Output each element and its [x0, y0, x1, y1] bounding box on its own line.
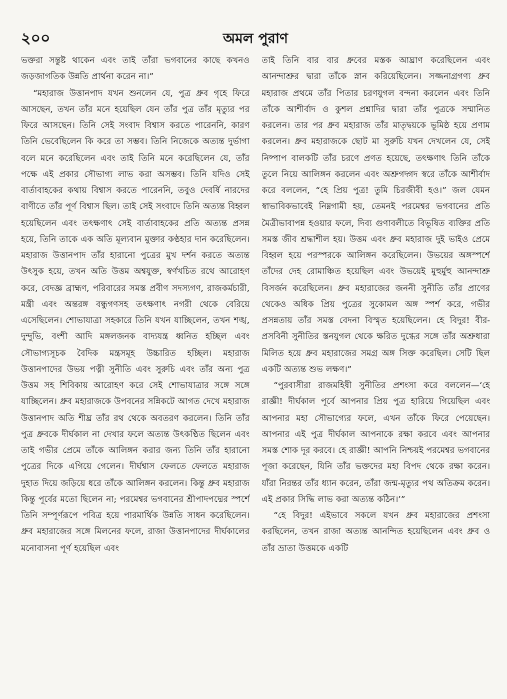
running-title: অমল পুরাণ: [223, 31, 288, 47]
page-number: ২০০: [21, 29, 51, 47]
right-column: [262, 53, 491, 693]
paragraph: “মহারাজ উত্তানপাদ যখন শুনলেন যে, পুত্র ধ্রুব গৃহে ফিরে আসছেন, তখন তাঁর মনে হয়েছিল যেন তাঁর পুত্র তাঁর মৃত্যুর পর ফিরে আসছেন। তিনি সেই সংবাদ বিশ্বাস করতে পারেননি, কারণ তিনি ভেবেছিলেন কি করে তা সম্ভব। তিনি নিজেকে অত্যন্ত দুর্ভাগা বলে মনে করেছিলেন এবং তাই তিনি মনে করেছিলেন যে, তাঁর পক্ষে এই প্রকার সৌভাগ্য লাভ করা অসম্ভব। তিনি যদিও সেই বার্তাবাহকের কথায় বিশ্বাস করতে পারেননি, তবুও দেবর্ষি নারদের বাণীতে তাঁর পূর্ণ বিশ্বাস ছিল। তাই সেই সংবাদে তিনি অত্যন্ত বিহ্বল হয়েছিলেন এবং তৎক্ষণাৎ সেই বার্তাবাহকের প্রতি অত্যন্ত প্রসন্ন হয়ে, তিনি তাকে এক অতি মূল্যবান মুক্তার কণ্ঠহার দান করেছিলেন। মহারাজ উত্তানপাদ তাঁর হারানো পুত্রের মুখ দর্শন করতে অত্যন্ত উৎসুক হয়ে, তখন অতি উত্তম অশ্বযুক্ত, স্বর্ণখচিত রথে আরোহণ করে, বেদজ্ঞ ব্রাহ্মণ, পরিবারের সমস্ত প্রবীণ সদস্যগণ, রাজকর্মচারী, মন্ত্রী এবং অন্তরঙ্গ বন্ধুগণসহ তৎক্ষণাৎ নগরী থেকে বেরিয়ে এসেছিলেন। শোভাযাত্রা সহকারে তিনি যখন যাচ্ছিলেন, তখন শঙ্খ, দুন্দুভি, বংশী আদি মঙ্গলজনক বাদ্যযন্ত্র ধ্বনিত হচ্ছিল এবং সৌভাগ্যসূচক বৈদিক মন্ত্রসমূহ উচ্চারিত হচ্ছিল। মহারাজ উত্তানপাদের উভয় পত্নী সুনীতি এবং সুরুচি এবং তাঁর অন্য পুত্র উত্তম সহ শিবিকায় আরোহণ করে সেই শোভাযাত্রার সঙ্গে সঙ্গে যাচ্ছিলেন। ধ্রুব মহারাজকে উপবনের সন্নিকটে আগত দেখে মহারাজ উত্তানপাদ অতি শীঘ্র তাঁর রথ থেকে অবতরণ করলেন। তিনি তাঁর পুত্র ধ্রুবকে দীর্ঘকাল না দেখার ফলে অত্যন্ত উৎকণ্ঠিত ছিলেন এবং তাই গভীর প্রেমে তাঁকে আলিঙ্গন করার জন্য তিনি তাঁর হারানো পুত্রের দিকে এগিয়ে গেলেন। দীর্ঘশ্বাস ফেলতে ফেলতে মহারাজ দুহাত দিয়ে জড়িয়ে ধরে তাঁকে আলিঙ্গন করলেন। কিন্তু ধ্রুব মহারাজ কিন্তু পূর্বের মতো ছিলেন না; পরমেশ্বর ভগবানের শ্রীপাদপদ্মের স্পর্শে তিনি সম্পূর্ণরূপে পবিত্র হয়ে পারমার্থিক উন্নতি সাধন করেছিলেন। ধ্রুব মহারাজের সঙ্গে মিলনের ফলে, রাজা উত্তানপাদের দীর্ঘকালের মনোবাসনা পূর্ণ হয়েছিল এবং: [21, 88, 250, 554]
page-header: [21, 27, 490, 45]
paragraph: “হে বিদুর! এইভাবে সকলে যখন ধ্রুব মহারাজের প্রশংসা করছিলেন, তখন রাজা অত্যন্ত আনন্দিত হয়েছিলেন এবং ধ্রুব ও তাঁর ভ্রাতা উত্তমকে একটি: [261, 511, 490, 554]
paragraph: ভক্তরা সন্তুষ্ট থাকেন এবং তাই তাঁরা ভগবানের কাছে কখনও জড়জাগতিক উন্নতি প্রার্থনা করেন না।”: [21, 56, 250, 83]
text-columns: [21, 53, 490, 693]
paragraph: “পুরবাসীরা রাজমহিষী সুনীতির প্রশংসা করে বললেন—‘হে রাজ্ঞী! দীর্ঘকাল পূর্বে আপনার প্রিয় পুত্র হারিয়ে গিয়েছিল এবং আপনার মহা সৌভাগ্যের ফলে, এখন তাঁকে ফিরে পেয়েছেন। আপনার এই পুত্র দীর্ঘকাল আপনাকে রক্ষা করবে এবং আপনার সমস্ত শোক দূর করবে। হে রাজ্ঞী! আপনি নিশ্চয়ই পরমেশ্বর ভগবানের পূজা করেছেন, যিনি তাঁর ভক্তদের মহা বিপদ থেকে রক্ষা করেন। যাঁরা নিরন্তর তাঁর ধ্যান করেন, তাঁরা জন্ম-মৃত্যুর পথ অতিক্রম করেন। এই প্রকার সিদ্ধি লাভ করা অত্যন্ত কঠিন।’”: [261, 381, 490, 505]
left-column: [21, 53, 250, 693]
paragraph: তাই তিনি বার বার ধ্রুবের মস্তক আঘ্রাণ করেছিলেন এবং আনন্দাশ্রুর দ্বারা তাঁকে স্নান করিয়েছিলেন। সজ্জনাগ্রগণ্য ধ্রুব মহারাজ প্রথমে তাঁর পিতার চরণযুগল বন্দনা করলেন এবং তিনি তাঁকে আশীর্বাদ ও কুশল প্রশ্নাদির দ্বারা তাঁর পুত্রকে সম্মানিত করলেন। তার পর ধ্রুব মহারাজ তাঁর মাতৃদ্বয়কে ভূমিষ্ঠ হয়ে প্রণাম করলেন। ধ্রুব মহারাজকে ছোট মা সুরুচি যখন দেখলেন যে, সেই নিষ্পাপ বালকটি তাঁর চরণে প্রণত হয়েছে, তৎক্ষণাৎ তিনি তাঁকে তুলে নিয়ে আলিঙ্গন করলেন এবং অশ্রুগদ্গদ স্বরে তাঁকে আশীর্বাদ করে বললেন, “হে প্রিয় পুত্র! তুমি চিরজীবী হও।” জল যেমন স্বাভাবিকভাবেই নিম্নগামী হয়, তেমনই পরমেশ্বর ভগবানের প্রতি মৈত্রীভাবাপন্ন হওয়ার ফলে, দিব্য গুণাবলীতে বিভূষিত ব্যক্তির প্রতি সমস্ত জীব শ্রদ্ধাশীল হয়। উত্তম এবং ধ্রুব মহারাজ দুই ভাইও প্রেমে বিহ্বল হয়ে পরস্পরকে আলিঙ্গন করেছিলেন। উভয়ের অঙ্গস্পর্শে তাঁদের দেহ রোমাঞ্চিত হয়েছিল এবং উভয়েই মুহুর্মুহু আনন্দাশ্রু বিসর্জন করেছিলেন। ধ্রুব মহারাজের জননী সুনীতি তাঁর প্রাণের থেকেও অধিক প্রিয় পুত্রের সুকোমল অঙ্গ স্পর্শ করে, গভীর প্রসন্নতায় তাঁর সমস্ত বেদনা বিস্মৃত হয়েছিলেন। হে বিদুর! বীর-প্রসবিনী সুনীতির স্তনযুগল থেকে ক্ষরিত দুগ্ধের সঙ্গে তাঁর অশ্রুধারা মিলিত হয়ে ধ্রুব মহারাজের সমগ্র অঙ্গ সিক্ত করেছিল। সেটি ছিল একটি অত্যন্ত শুভ লক্ষণ।”: [261, 56, 490, 375]
